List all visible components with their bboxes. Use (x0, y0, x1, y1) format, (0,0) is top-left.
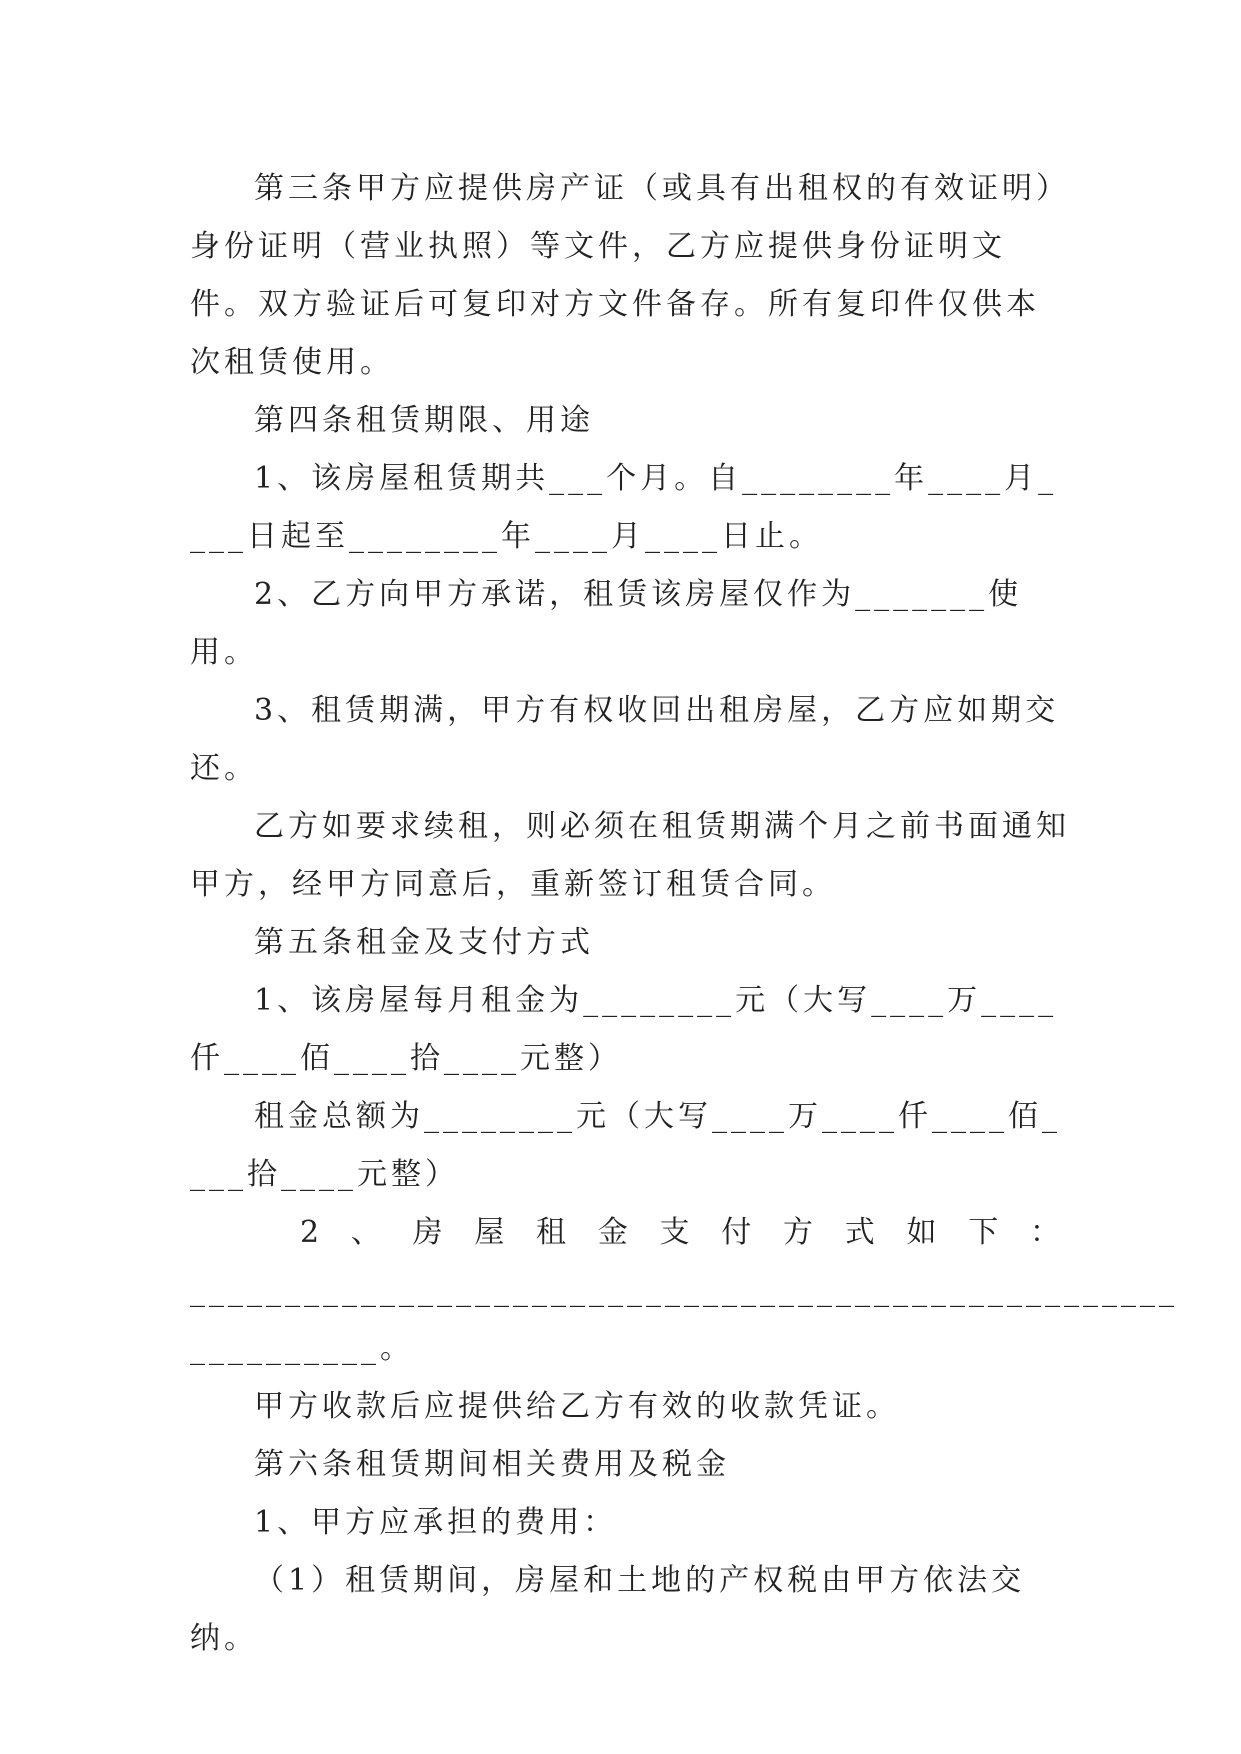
clause-5-item-2: 2、房屋租金支付方式如下： (300, 1215, 1070, 1250)
clause-6-item-1-sub-1: （1）租赁期间，房屋和土地的产权税由甲方依法交纳。 (190, 1563, 1026, 1656)
document-body (190, 160, 1178, 1668)
clause-3-paragraph: 第三条甲方应提供房产证（或具有出租权的有效证明）身份证明（营业执照）等文件，乙方应提供身份证明文件。双方验证后可复印对方文件备存。所有复印件仅供本次租赁使用。 (190, 171, 1070, 380)
receipt-paragraph: 甲方收款后应提供给乙方有效的收款凭证。 (254, 1389, 900, 1424)
clause-4-item-2: 2、乙方向甲方承诺，租赁该房屋仅作为_______使用。 (190, 577, 1023, 670)
payment-blank-line-1: ____________________________________________________ (190, 1273, 1178, 1308)
clause-5-item-1: 1、该房屋每月租金为________元（大写____万____仟____佰____拾____元整） (190, 983, 1058, 1076)
clause-4-heading: 第四条租赁期限、用途 (254, 403, 594, 438)
clause-6-heading: 第六条租赁期间相关费用及税金 (254, 1447, 730, 1482)
renewal-paragraph: 乙方如要求续租，则必须在租赁期满个月之前书面通知甲方，经甲方同意后，重新签订租赁合同。 (190, 809, 1070, 902)
clause-4-item-3: 3、租赁期满，甲方有权收回出租房屋，乙方应如期交还。 (190, 693, 1060, 786)
clause-5-heading: 第五条租金及支付方式 (254, 925, 594, 960)
rent-total-paragraph: 租金总额为________元（大写____万____仟____佰____拾____元整） (190, 1099, 1061, 1192)
clause-4-item-1: 1、该房屋租赁期共___个月。自________年____月____日起至________年____月____日止。 (190, 461, 1058, 554)
payment-blank-line-2: __________。 (190, 1331, 414, 1366)
clause-6-item-1: 1、甲方应承担的费用： (254, 1505, 618, 1540)
